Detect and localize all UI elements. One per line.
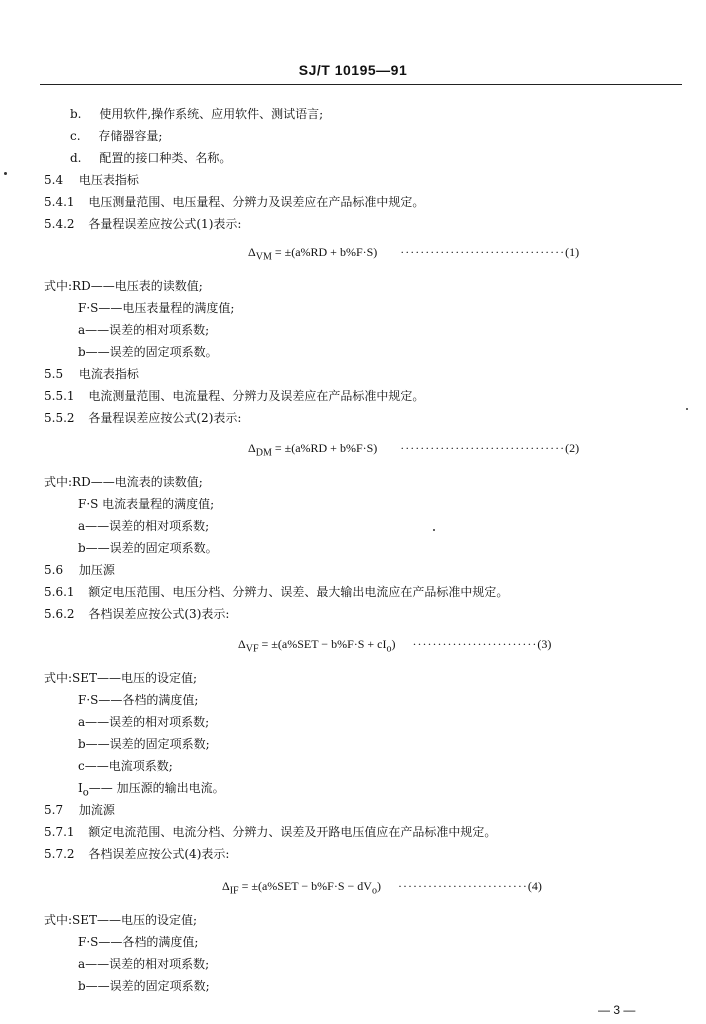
- standard-code-header: SJ/T 10195—91: [298, 62, 408, 78]
- paragraph-5-5-2: [44, 410, 241, 426]
- clause-number: 5.5.1: [44, 389, 75, 403]
- scan-speck: [686, 408, 688, 410]
- list-item-c: [70, 128, 162, 144]
- clause-text: 电压测量范围、电压量程、分辨力及误差应在产品标准中规定。: [88, 195, 425, 209]
- clause-text: 各档误差应按公式(3)表示:: [88, 607, 230, 621]
- section-title-text: 加流源: [78, 803, 115, 817]
- where-line: F·S——各档的满度值;: [78, 693, 199, 707]
- clause-number: 5.7.2: [44, 847, 75, 861]
- scan-speck: [4, 172, 7, 175]
- formula-leader-dots: ·································: [400, 441, 566, 455]
- clause-text: 各量程误差应按公式(1)表示:: [88, 217, 242, 231]
- section-number: 5.6: [44, 563, 64, 577]
- formula-leader-dots: ·································: [400, 245, 566, 259]
- formula-number: (2): [565, 441, 580, 455]
- where-line: 式中:RD——电流表的读数值;: [44, 475, 203, 489]
- where-line: a——误差的相对项系数;: [78, 323, 210, 337]
- paragraph-5-6-1: [44, 584, 508, 600]
- formula-expression: $\Delta_{DM} = \pm(a\%RD + b\%F\cdot S)$: [248, 441, 378, 459]
- formula-leader-dots: ··························: [397, 879, 528, 893]
- header-rule: [40, 84, 682, 85]
- where-line: $I_o——$ 加压源的输出电流。: [78, 781, 225, 799]
- list-text: 存储器容量;: [98, 129, 163, 143]
- where-line: F·S——电压表量程的满度值;: [78, 301, 235, 315]
- formula-number: (3): [537, 637, 552, 651]
- where-line: a——误差的相对项系数;: [78, 715, 210, 729]
- paragraph-5-6-2: [44, 606, 229, 622]
- formula-expression: $\Delta_{VF} = \pm(a\%SET - b\%F\cdot S + cI_o)$: [238, 637, 396, 655]
- formula-number: (1): [565, 245, 580, 259]
- list-item-b: [70, 106, 323, 122]
- section-title-text: 电压表指标: [78, 173, 139, 187]
- section-title-5-7: [44, 802, 115, 818]
- where-line: a——误差的相对项系数;: [78, 957, 210, 971]
- list-label: b.: [70, 107, 82, 121]
- section-title-5-4: [44, 172, 139, 188]
- where-line: F·S 电流表量程的满度值;: [78, 497, 215, 511]
- formula-4: [222, 878, 542, 899]
- clause-number: 5.7.1: [44, 825, 75, 839]
- clause-number: 5.5.2: [44, 411, 75, 425]
- where-line: F·S——各档的满度值;: [78, 935, 199, 949]
- where-line: 式中:SET——电压的设定值;: [44, 913, 198, 927]
- formula-3: [238, 636, 551, 657]
- where-line: c——电流项系数;: [78, 759, 173, 773]
- list-text: 配置的接口种类、名称。: [99, 151, 232, 165]
- clause-number: 5.6.2: [44, 607, 75, 621]
- section-number: 5.7: [44, 803, 64, 817]
- scan-speck: [433, 529, 435, 531]
- paragraph-5-7-1: [44, 824, 496, 840]
- list-text: 使用软件,操作系统、应用软件、测试语言;: [99, 107, 324, 121]
- formula-2: [248, 440, 579, 461]
- paragraph-5-7-2: [44, 846, 229, 862]
- clause-number: 5.6.1: [44, 585, 75, 599]
- section-title-text: 电流表指标: [78, 367, 139, 381]
- clause-text: 额定电流范围、电流分档、分辨力、误差及开路电压值应在产品标准中规定。: [88, 825, 497, 839]
- where-line: 式中:RD——电压表的读数值;: [44, 279, 203, 293]
- where-line: 式中:SET——电压的设定值;: [44, 671, 198, 685]
- formula-expression: $\Delta_{IF} = \pm(a\%SET - b\%F\cdot S - dV_o)$: [222, 879, 381, 897]
- clause-number: 5.4.1: [44, 195, 75, 209]
- where-line: b——误差的固定项系数。: [78, 541, 218, 555]
- section-number: 5.5: [44, 367, 64, 381]
- clause-text: 各量程误差应按公式(2)表示:: [88, 411, 242, 425]
- formula-number: (4): [527, 879, 542, 893]
- list-item-d: [70, 150, 231, 166]
- clause-text: 各档误差应按公式(4)表示:: [88, 847, 230, 861]
- paragraph-5-5-1: [44, 388, 424, 404]
- section-title-5-6: [44, 562, 115, 578]
- clause-text: 额定电压范围、电压分档、分辨力、误差、最大输出电流应在产品标准中规定。: [88, 585, 509, 599]
- clause-number: 5.4.2: [44, 217, 75, 231]
- page-number: — 3 —: [598, 1003, 636, 1017]
- list-label: c.: [70, 129, 81, 143]
- where-line: b——误差的固定项系数;: [78, 737, 210, 751]
- section-title-5-5: [44, 366, 139, 382]
- paragraph-5-4-2: [44, 216, 241, 232]
- section-title-text: 加压源: [78, 563, 115, 577]
- formula-1: [248, 244, 579, 265]
- list-label: d.: [70, 151, 82, 165]
- where-line: a——误差的相对项系数;: [78, 519, 210, 533]
- paragraph-5-4-1: [44, 194, 424, 210]
- where-line: b——误差的固定项系数。: [78, 345, 218, 359]
- where-line: b——误差的固定项系数;: [78, 979, 210, 993]
- formula-leader-dots: ·························: [412, 637, 538, 651]
- formula-expression: $\Delta_{VM} = \pm(a\%RD + b\%F\cdot S)$: [248, 245, 378, 263]
- section-number: 5.4: [44, 173, 64, 187]
- clause-text: 电流测量范围、电流量程、分辨力及误差应在产品标准中规定。: [88, 389, 425, 403]
